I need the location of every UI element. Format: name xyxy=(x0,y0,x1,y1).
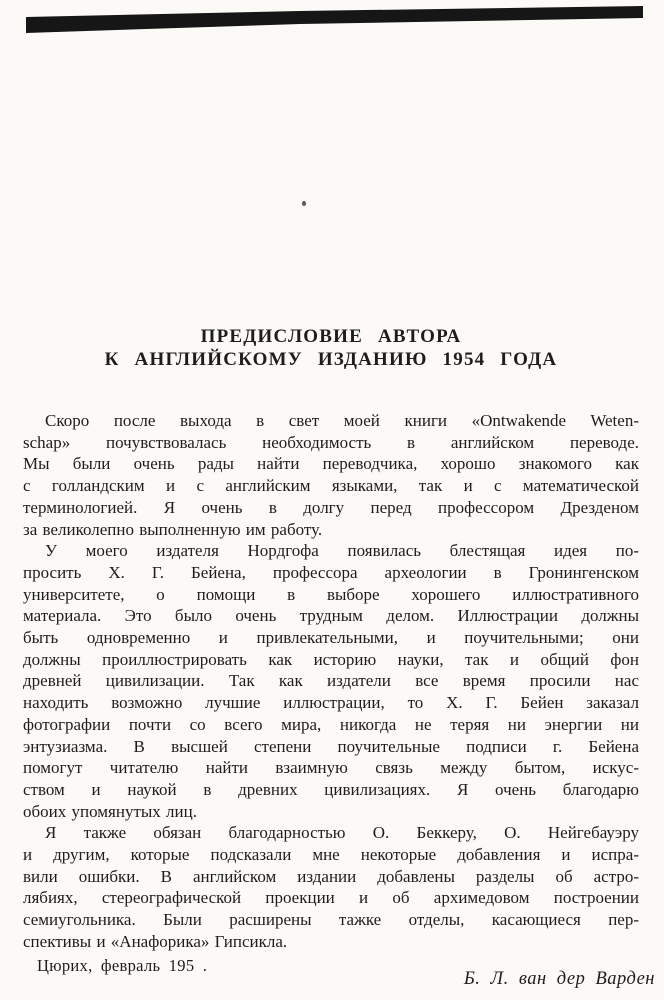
preface-title-line2: К АНГЛИЙСКОМУ ИЗДАНИЮ 1954 ГОДА xyxy=(104,348,558,370)
paragraph-1 xyxy=(23,410,639,540)
text-line: с голландским и с английским языками, так и с математической xyxy=(23,476,639,496)
text-line: лябиях, стереографической проекции и об архимедовом построении xyxy=(23,888,639,908)
text-line: терминологией. Я очень в долгу перед профессором Дрезденом xyxy=(23,497,639,517)
paragraph-2 xyxy=(23,540,639,822)
text-line: должны проиллюстрировать как историю науки, так и общий фон xyxy=(23,649,639,669)
text-line: помогут читателю найти взаимную связь между бытом, искус- xyxy=(23,758,639,778)
text-line: вили ошибки. В английском издании добавлены разделы об астро- xyxy=(23,866,639,886)
preface-title xyxy=(23,326,639,371)
text-line: энтузиазма. В высшей степени поучительные подписи г. Бейена xyxy=(23,736,639,756)
text-line: за великолепно выполненную им работу. xyxy=(23,519,323,539)
text-line: schap» почувствовалась необходимость в английском переводе. xyxy=(23,432,639,452)
text-line: находить возможно лучшие иллюстрации, то Х. Г. Бейен заказал xyxy=(23,693,639,713)
text-line: Я также обязан благодарностью О. Беккеру, О. Нейгебауэру xyxy=(45,823,639,843)
text-line: университете, о помощи в выборе хорошего иллюстративного xyxy=(23,584,639,604)
scan-artifact-bar xyxy=(0,0,664,45)
text-line: спективы и «Анафорика» Гипсикла. xyxy=(23,931,288,951)
text-line: фотографии почти со всего мира, никогда не теряя ни энергии ни xyxy=(23,714,639,734)
text-line: древней цивилизации. Так как издатели все время просили нас xyxy=(23,671,639,691)
scan-speck xyxy=(302,201,306,206)
preface-title-line1: ПРЕДИСЛОВИЕ АВТОРА xyxy=(200,326,462,347)
text-line: просить Х. Г. Бейена, профессора археологии в Гронингенском xyxy=(23,562,639,582)
scan-artifact-bar-shape xyxy=(26,6,643,33)
text-line: быть одновременно и привлекательными, и поучительными; они xyxy=(23,628,639,648)
text-line: и другим, которые подсказали мне некоторые добавления и испра- xyxy=(23,845,639,865)
preface-content xyxy=(23,326,639,953)
text-line: Скоро после выхода в свет моей книги «Ontwakende Weten- xyxy=(45,411,639,430)
author-signature: Б. Л. ван дер Варден xyxy=(463,969,655,989)
dateline: Цюрих, февраль 195 . xyxy=(37,956,208,975)
text-line: У моего издателя Нордгофа появилась блестящая идея по- xyxy=(45,541,639,561)
text-line: Мы были очень рады найти переводчика, хорошо знакомого как xyxy=(23,454,639,474)
paragraph-3 xyxy=(23,822,639,952)
text-line: ством и наукой в древних цивилизациях. Я очень благодарю xyxy=(23,779,639,799)
text-line: материала. Это было очень трудным делом. Иллюстрации должны xyxy=(23,606,639,626)
text-line: семиугольника. Были расширены тажке отделы, касающиеся пер- xyxy=(23,910,639,930)
text-line: обоих упомянутых лиц. xyxy=(23,801,197,821)
